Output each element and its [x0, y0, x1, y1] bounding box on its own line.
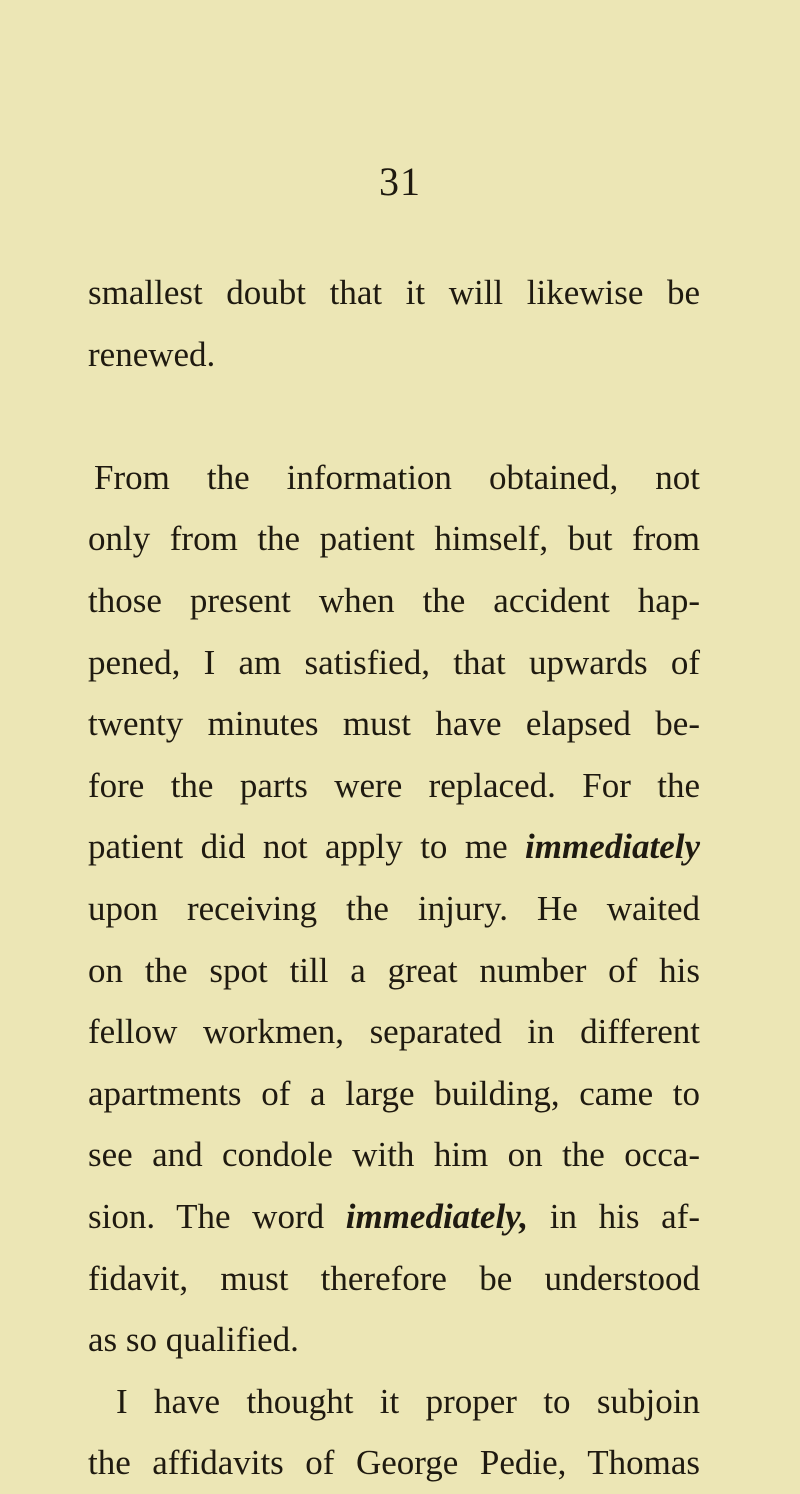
paragraph-start-line: From the information obtained, not — [94, 457, 700, 497]
text-line-with-emphasis — [88, 816, 700, 878]
text-segment: patient did not apply to me — [88, 827, 526, 867]
paragraph-start-line: I have thought it proper to subjoin — [116, 1381, 700, 1421]
emphasized-word: immediately — [525, 827, 700, 867]
text-line: fidavit, must therefore be understood — [88, 1258, 700, 1298]
text-line: renewed. — [88, 334, 216, 374]
text-line: fore the parts were replaced. For the — [88, 765, 700, 805]
text-line: on the spot till a great number of his — [88, 950, 700, 990]
page-number: 31 — [379, 159, 421, 204]
text-line: the affidavits of George Pedie, Thomas — [88, 1443, 700, 1483]
text-line: twenty minutes must have elapsed be- — [88, 704, 700, 744]
text-line: as so qualified. — [88, 1320, 299, 1360]
text-segment: sion. The word — [88, 1196, 346, 1236]
text-line: those present when the accident hap- — [88, 580, 700, 620]
text-line: smallest doubt that it will likewise be — [88, 273, 700, 312]
paragraph-gap — [88, 385, 700, 447]
text-segment: in his af- — [528, 1196, 701, 1236]
text-line: upon receiving the injury. He waited — [88, 888, 700, 928]
text-line: fellow workmen, separated in different — [88, 1012, 700, 1052]
text-line: apartments of a large building, came to — [88, 1073, 700, 1113]
body-text — [88, 262, 700, 1494]
text-line: only from the patient himself, but from — [88, 519, 700, 559]
text-line: see and condole with him on the occa- — [88, 1135, 700, 1175]
emphasized-word: immediately, — [345, 1196, 529, 1236]
text-line: pened, I am satisfied, that upwards of — [88, 642, 700, 682]
text-line-with-emphasis — [88, 1186, 700, 1248]
